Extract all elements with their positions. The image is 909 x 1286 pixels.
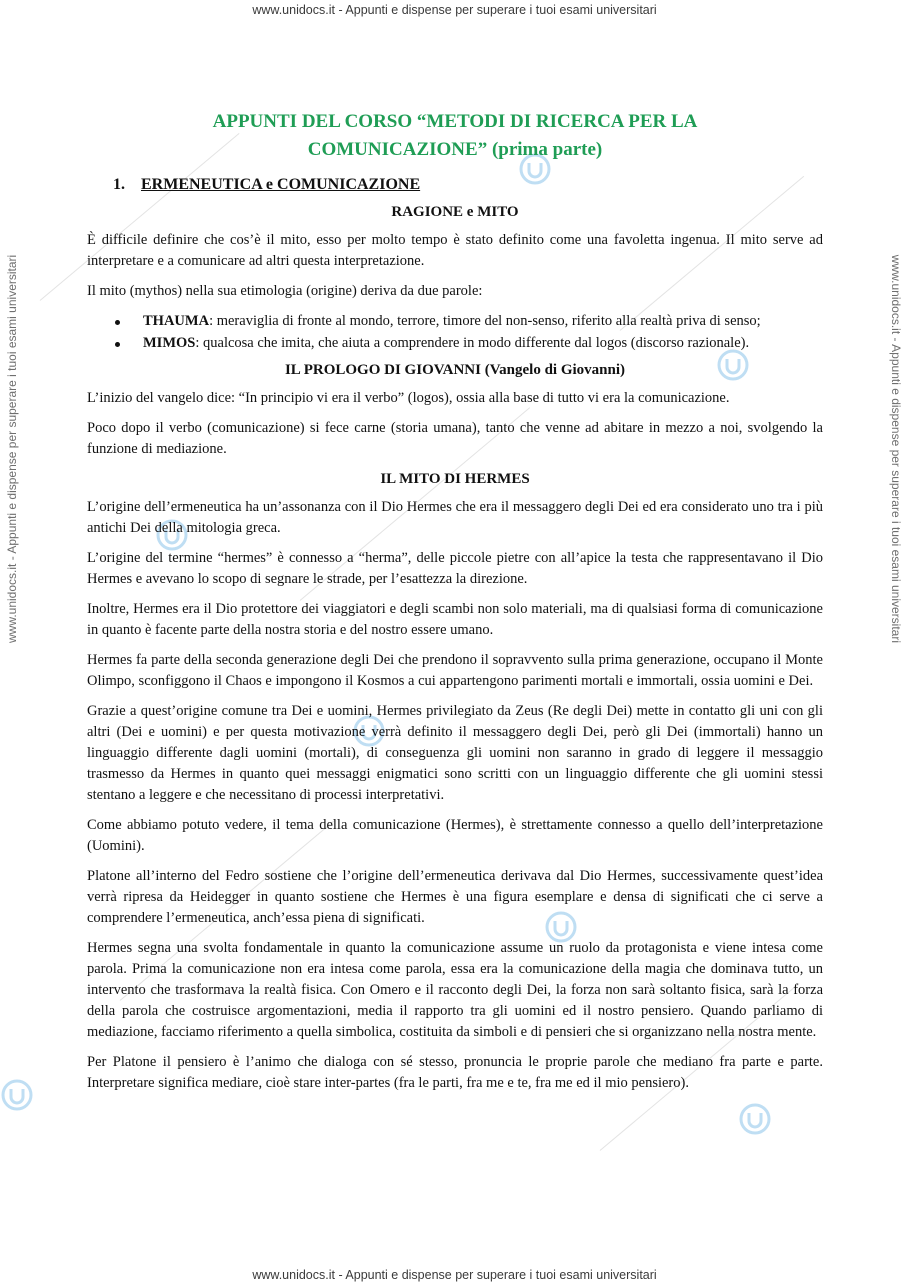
list-item <box>87 333 823 354</box>
paragraph: L’origine del termine “hermes” è connesso a “herma”, delle piccole pietre con all’apice la testa che rappresentavano il Dio Hermes e avevano lo scopo di segnare le strade, per l’esattezza la direzione. <box>87 550 823 587</box>
paragraph: Inoltre, Hermes era il Dio protettore dei viaggiatori e degli scambi non solo materiali, ma di qualsiasi forma di comunicazione in quanto è facente parte della nostra storia e del nostro essere umano. <box>87 601 823 638</box>
paragraph: È difficile definire che cos’è il mito, esso per molto tempo è stato definito come una favoletta ingenua. Il mito serve ad interpretare e a comunicare ad altri questa interpretazione. <box>87 232 823 269</box>
bullet-icon <box>115 320 120 325</box>
section-heading <box>113 176 823 194</box>
list-item <box>87 311 823 332</box>
watermark-bottom: www.unidocs.it - Appunti e dispense per superare i tuoi esami universitari <box>252 1268 657 1282</box>
unidocs-logo-icon <box>738 1102 772 1136</box>
title-line-1: APPUNTI DEL CORSO “METODI DI RICERCA PER LA <box>212 111 698 132</box>
watermark-left: www.unidocs.it - Appunti e dispense per superare i tuoi esami universitari <box>5 254 19 643</box>
paragraph: Hermes fa parte della seconda generazione degli Dei che prendono il sopravvento sulla prima generazione, occupano il Monte Olimpo, sconfiggono il Chaos e impongono il Kosmos a cui appartengono parimenti mortali e immortali, ossia uomini e Dei. <box>87 652 823 689</box>
paragraph: L’origine dell’ermeneutica ha un’assonanza con il Dio Hermes che era il messaggero degli Dei ed era considerato uno tra i più antichi Dei della mitologia greca. <box>87 499 823 536</box>
paragraph: Poco dopo il verbo (comunicazione) si fece carne (storia umana), tanto che venne ad abitare in mezzo a noi, svolgendo la funzione di mediazione. <box>87 420 823 457</box>
unidocs-logo-icon <box>0 1078 34 1112</box>
paragraph: Come abbiamo potuto vedere, il tema della comunicazione (Hermes), è strettamente connesso a quello dell’interpretazione (Uomini). <box>87 817 823 854</box>
document-title <box>87 108 823 164</box>
paragraph: Platone all’interno del Fedro sostiene che l’origine dell’ermeneutica derivava dal Dio Hermes, successivamente quest’idea verrà ripresa da Heidegger in quanto sostiene che Hermes è una figura esemplare e densa di significati che ci serve a comprendere l’ermeneutica, anch’essa piena di significati. <box>87 868 823 926</box>
subheading-ragione: RAGIONE e MITO <box>391 204 519 220</box>
paragraph: L’inizio del vangelo dice: “In principio vi era il verbo” (logos), ossia alla base di tutto vi era la comunicazione. <box>87 390 730 406</box>
watermark-top: www.unidocs.it - Appunti e dispense per superare i tuoi esami universitari <box>252 3 657 17</box>
document-page <box>87 108 823 1103</box>
section-title: ERMENEUTICA e COMUNICAZIONE <box>141 176 421 193</box>
paragraph: Grazie a quest’origine comune tra Dei e uomini, Hermes privilegiato da Zeus (Re degli Dei) mette in contatto gli uni con gli altri (Dei e uomini) e per questa motivazione verrà definito il messaggero degli Dei, però gli Dei (immortali) hanno un linguaggio differente dagli uomini (mortali), di conseguenza gli uomini non saranno in grado di leggere il messaggio trasmesso da Hermes in quanto quei messaggi enigmatici sono scritti con un linguaggio differente che gli uomini stessi stentano a leggere e che necessitano di processi interpretativi. <box>87 703 823 803</box>
bullet-term: MIMOS <box>143 335 196 351</box>
bullet-list <box>87 311 823 354</box>
paragraph: Il mito (mythos) nella sua etimologia (origine) deriva da due parole: <box>87 283 483 299</box>
title-line-2: COMUNICAZIONE” (prima parte) <box>307 139 603 160</box>
paragraph: Per Platone il pensiero è l’animo che dialoga con sé stesso, pronuncia le proprie parole che mediano fra parte e parte. Interpretare significa mediare, cioè stare inter-partes (fra le parti, fra me e te, fra me ed il mio pensiero). <box>87 1054 823 1091</box>
subheading-prologo: IL PROLOGO DI GIOVANNI (Vangelo di Giovanni) <box>284 362 626 378</box>
section-number: 1. <box>113 176 125 193</box>
bullet-term: THAUMA <box>143 313 210 329</box>
bullet-text: : meraviglia di fronte al mondo, terrore, timore del non-senso, riferito alla realtà priva di senso; <box>209 313 761 329</box>
bullet-icon <box>115 342 120 347</box>
subheading-hermes: IL MITO DI HERMES <box>380 471 530 487</box>
watermark-right: www.unidocs.it - Appunti e dispense per superare i tuoi esami universitari <box>889 254 903 643</box>
paragraph: Hermes segna una svolta fondamentale in quanto la comunicazione assume un ruolo da protagonista e viene intesa come parola. Prima la comunicazione non era intesa come parola, essa era la comunicazione della magia che dominava tutto, un intervento che trasformava la realtà fisica. Con Omero e il racconto degli Dei, la forza non sarà soltanto fisica, sarà la forza della parola che costruisce argomentazioni, media il rapporto tra gli uomini ed il nostro pensiero. Quando parliamo di mediazione, facciamo riferimento a quella simbolica, costituita da simboli e di pensieri che si organizzano nella nostra mente. <box>87 940 823 1040</box>
bullet-text: : qualcosa che imita, che aiuta a comprendere in modo differente dal logos (discorso razionale). <box>195 335 750 351</box>
